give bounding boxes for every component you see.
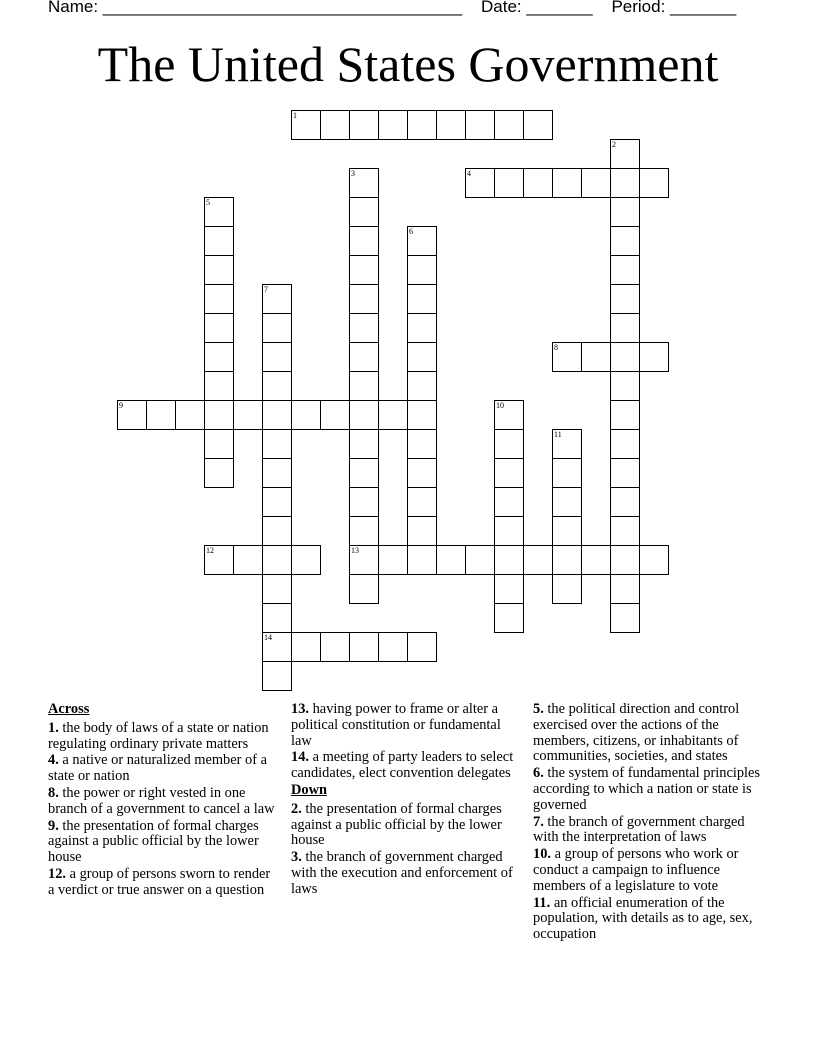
crossword-cell[interactable] xyxy=(407,516,437,546)
clue-across-8: 8. the power or right vested in one branch of a government to cancel a law xyxy=(48,784,275,817)
crossword-cell[interactable] xyxy=(494,603,524,633)
crossword-cell[interactable] xyxy=(610,139,640,169)
crossword-cell[interactable] xyxy=(291,110,321,140)
crossword-cell[interactable] xyxy=(552,168,582,198)
period-field[interactable]: _______ xyxy=(665,0,737,16)
crossword-cell[interactable] xyxy=(349,487,379,517)
crossword-cell[interactable] xyxy=(581,342,611,372)
crossword-cell[interactable] xyxy=(407,487,437,517)
crossword-cell[interactable] xyxy=(262,661,292,691)
crossword-cell[interactable] xyxy=(407,429,437,459)
crossword-cell[interactable] xyxy=(494,429,524,459)
crossword-cell[interactable] xyxy=(349,197,379,227)
crossword-cell[interactable] xyxy=(407,313,437,343)
clue-across-4: 4. a native or naturalized member of a state or nation xyxy=(48,752,267,785)
crossword-cell[interactable] xyxy=(262,342,292,372)
crossword-cell[interactable] xyxy=(378,545,408,575)
crossword-cell[interactable] xyxy=(610,371,640,401)
crossword-cell[interactable] xyxy=(204,342,234,372)
across-heading: Across xyxy=(48,701,90,717)
crossword-cell[interactable] xyxy=(523,168,553,198)
crossword-cell[interactable] xyxy=(146,400,176,430)
crossword-cell[interactable] xyxy=(349,255,379,285)
clue-down-2: 2. the presentation of formal charges against a public official by the lower house xyxy=(291,800,502,849)
crossword-cell[interactable] xyxy=(465,545,495,575)
crossword-cell[interactable] xyxy=(262,603,292,633)
crossword-cell[interactable] xyxy=(262,429,292,459)
crossword-cell[interactable] xyxy=(610,226,640,256)
crossword-cell[interactable] xyxy=(610,313,640,343)
crossword-cell[interactable] xyxy=(204,313,234,343)
page-title: The United States Government xyxy=(97,36,719,92)
crossword-cell[interactable] xyxy=(552,487,582,517)
crossword-cell[interactable] xyxy=(407,400,437,430)
crossword-cell[interactable] xyxy=(349,632,379,662)
period-label: Period: xyxy=(611,0,666,16)
crossword-cell[interactable] xyxy=(494,487,524,517)
crossword-cell[interactable] xyxy=(407,284,437,314)
crossword-cell[interactable] xyxy=(610,516,640,546)
crossword-cell[interactable] xyxy=(407,255,437,285)
crossword-cell[interactable] xyxy=(610,284,640,314)
crossword-cell[interactable] xyxy=(378,400,408,430)
crossword-cell[interactable] xyxy=(204,284,234,314)
crossword-cell[interactable] xyxy=(610,545,640,575)
crossword-cell[interactable] xyxy=(407,110,437,140)
crossword-cell[interactable] xyxy=(262,313,292,343)
crossword-cell[interactable] xyxy=(465,110,495,140)
crossword-cell[interactable] xyxy=(349,574,379,604)
crossword-cell[interactable] xyxy=(204,545,234,575)
crossword-cell[interactable] xyxy=(610,429,640,459)
crossword-cell[interactable] xyxy=(552,574,582,604)
crossword-cell[interactable] xyxy=(378,632,408,662)
crossword-cell[interactable] xyxy=(494,400,524,430)
crossword-cell[interactable] xyxy=(407,632,437,662)
crossword-cell[interactable] xyxy=(639,545,669,575)
crossword-cell[interactable] xyxy=(204,429,234,459)
crossword-cell[interactable] xyxy=(204,371,234,401)
clue-number: 8 xyxy=(554,343,558,352)
crossword-cell[interactable] xyxy=(407,342,437,372)
clue-column-1 xyxy=(48,702,280,900)
clue-number: 13 xyxy=(351,546,359,555)
name-field[interactable]: ______________________________________ xyxy=(98,0,463,16)
crossword-cell[interactable] xyxy=(465,168,495,198)
crossword-cell[interactable] xyxy=(610,342,640,372)
crossword-cell[interactable] xyxy=(262,371,292,401)
crossword-cell[interactable] xyxy=(552,545,582,575)
crossword-cell[interactable] xyxy=(349,168,379,198)
crossword-cell[interactable] xyxy=(349,545,379,575)
crossword-cell[interactable] xyxy=(349,313,379,343)
clue-down-6: 6. the system of fundamental principles according to which a nation or state is governed xyxy=(533,765,761,813)
crossword-cell[interactable] xyxy=(494,110,524,140)
crossword-cell[interactable] xyxy=(349,226,379,256)
crossword-cell[interactable] xyxy=(494,545,524,575)
crossword-cell[interactable] xyxy=(378,110,408,140)
crossword-cell[interactable] xyxy=(204,226,234,256)
clue-number: 6 xyxy=(409,227,413,236)
crossword-cell[interactable] xyxy=(204,458,234,488)
clue-down-11: 11. an official enumeration of the population, with details as to age, sex, occupation xyxy=(533,894,753,943)
clue-number: 5 xyxy=(206,198,210,207)
crossword-cell[interactable] xyxy=(349,516,379,546)
crossword-cell[interactable] xyxy=(494,458,524,488)
crossword-cell[interactable] xyxy=(233,400,263,430)
crossword-cell[interactable] xyxy=(610,603,640,633)
crossword-cell[interactable] xyxy=(262,574,292,604)
clue-down-10: 10. a group of persons who work or conduct a campaign to influence members of a legislature to vote xyxy=(533,846,739,894)
crossword-cell[interactable] xyxy=(610,197,640,227)
crossword-cell[interactable] xyxy=(262,458,292,488)
clue-down-7: 7. the branch of government charged with the interpretation of laws xyxy=(533,813,745,846)
crossword-cell[interactable] xyxy=(552,342,582,372)
date-label: Date: xyxy=(480,0,522,16)
crossword-cell[interactable] xyxy=(349,342,379,372)
crossword-cell[interactable] xyxy=(262,284,292,314)
clue-number: 12 xyxy=(206,546,214,555)
clue-across-13: 13. having power to frame or alter a political constitution or fundamental law xyxy=(291,701,501,749)
clue-down-5: 5. the political direction and control exercised over the actions of the members, citizens, or inhabitants of communities, societies, and states xyxy=(533,701,740,765)
clue-across-1: 1. the body of laws of a state or nation regulating ordinary private matters xyxy=(48,719,269,752)
crossword-cell[interactable] xyxy=(407,545,437,575)
crossword-cell[interactable] xyxy=(262,487,292,517)
clue-down-3: 3. the branch of government charged with the execution and enforcement of laws xyxy=(291,849,513,897)
crossword-cell[interactable] xyxy=(552,429,582,459)
crossword-cell[interactable] xyxy=(610,400,640,430)
crossword-cell[interactable] xyxy=(204,400,234,430)
crossword-cell[interactable] xyxy=(436,545,466,575)
crossword-cell[interactable] xyxy=(523,110,553,140)
crossword-cell[interactable] xyxy=(204,197,234,227)
crossword-cell[interactable] xyxy=(610,458,640,488)
crossword-cell[interactable] xyxy=(494,574,524,604)
crossword-cell[interactable] xyxy=(407,371,437,401)
down-heading: Down xyxy=(291,781,327,798)
crossword-cell[interactable] xyxy=(349,400,379,430)
crossword-cell[interactable] xyxy=(436,110,466,140)
crossword-cell[interactable] xyxy=(320,632,350,662)
clue-number: 2 xyxy=(612,140,616,149)
clue-number: 1 xyxy=(293,111,297,120)
crossword-cell[interactable] xyxy=(494,168,524,198)
crossword-cell[interactable] xyxy=(349,458,379,488)
crossword-cell[interactable] xyxy=(262,632,292,662)
crossword-cell[interactable] xyxy=(639,342,669,372)
clue-across-14: 14. a meeting of party leaders to select candidates, elect convention delegates xyxy=(291,749,514,782)
crossword-cell[interactable] xyxy=(291,400,321,430)
date-field[interactable]: _______ xyxy=(521,0,593,16)
clue-number: 14 xyxy=(264,633,272,642)
crossword-cell[interactable] xyxy=(349,429,379,459)
clue-across-9: 9. the presentation of formal charges against a public official by the lower house xyxy=(48,817,259,866)
crossword-cell[interactable] xyxy=(349,110,379,140)
crossword-cell[interactable] xyxy=(610,574,640,604)
crossword-cell[interactable] xyxy=(204,255,234,285)
crossword-cell[interactable] xyxy=(610,168,640,198)
crossword-cell[interactable] xyxy=(233,545,263,575)
crossword-cell[interactable] xyxy=(494,516,524,546)
crossword-cell[interactable] xyxy=(552,516,582,546)
crossword-cell[interactable] xyxy=(407,458,437,488)
crossword-cell[interactable] xyxy=(349,284,379,314)
crossword-cell[interactable] xyxy=(291,632,321,662)
clue-number: 4 xyxy=(467,169,471,178)
crossword-cell[interactable] xyxy=(552,458,582,488)
clue-number: 9 xyxy=(119,401,123,410)
clue-number: 10 xyxy=(496,401,504,410)
crossword-cell[interactable] xyxy=(581,168,611,198)
crossword-cell[interactable] xyxy=(262,545,292,575)
crossword-cell[interactable] xyxy=(262,516,292,546)
crossword-cell[interactable] xyxy=(349,371,379,401)
crossword-cell[interactable] xyxy=(523,545,553,575)
crossword-cell[interactable] xyxy=(117,400,147,430)
clue-number: 11 xyxy=(554,430,562,439)
crossword-cell[interactable] xyxy=(320,400,350,430)
crossword-cell[interactable] xyxy=(175,400,205,430)
crossword-cell[interactable] xyxy=(291,545,321,575)
crossword-cell[interactable] xyxy=(407,226,437,256)
clue-across-12: 12. a group of persons sworn to render a verdict or true answer on a question xyxy=(48,865,271,898)
clue-column-2 xyxy=(291,702,523,899)
crossword-cell[interactable] xyxy=(262,400,292,430)
clue-number: 3 xyxy=(351,169,355,178)
crossword-cell[interactable] xyxy=(610,487,640,517)
clue-column-3 xyxy=(533,702,765,944)
crossword-cell[interactable] xyxy=(320,110,350,140)
clue-number: 7 xyxy=(264,285,268,294)
crossword-cell[interactable] xyxy=(581,545,611,575)
name-label: Name: xyxy=(48,0,99,16)
crossword-cell[interactable] xyxy=(610,255,640,285)
crossword-cell[interactable] xyxy=(639,168,669,198)
